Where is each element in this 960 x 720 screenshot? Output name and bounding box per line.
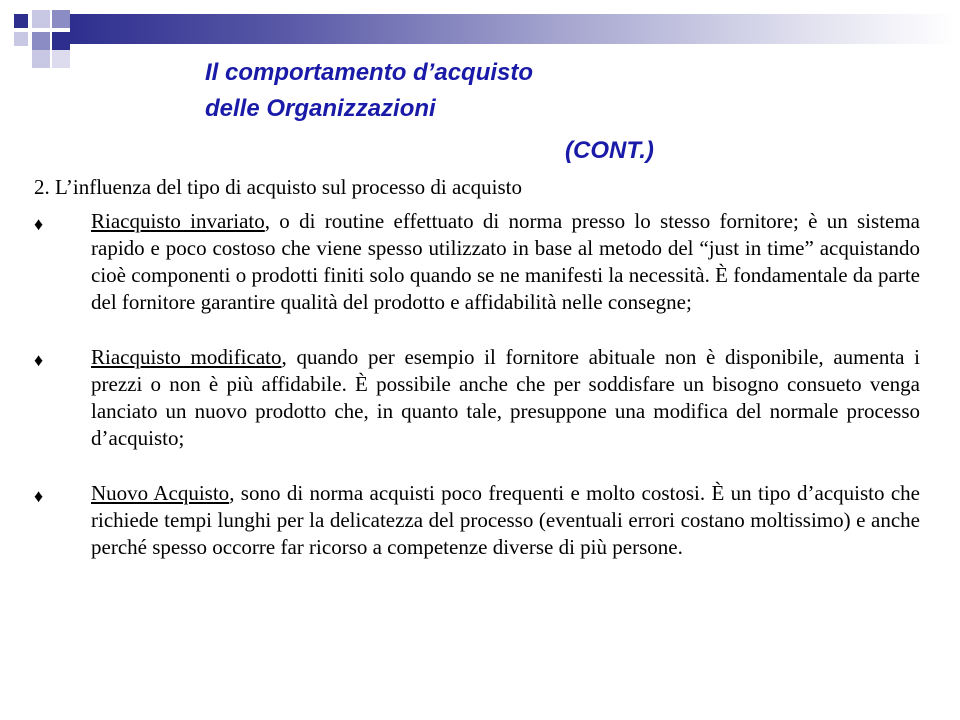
diamond-bullet-icon: ♦ [34, 486, 44, 506]
bullet-body: , o di routine effettuato di norma presso lo stesso fornitore; è un sistema rapido e poco costoso che viene spesso utilizzato in base al metodo del “just in time” acquistando cioè componenti o prodotti finiti solo quando se ne manifesti la necessità. È fondamentale da parte del fornitore garantire qualità del prodotto e affidabilità nelle consegne; [91, 209, 920, 314]
bullet-text [91, 344, 920, 452]
bullet-body: , quando per esempio il fornitore abituale non è disponibile, aumenta i prezzi o non è più affidabile. È possibile anche che per soddisfare un bisogno consueto venga lanciato un nuovo prodotto che, in quanto tale, presuppone una modifica del normale processo d’acquisto; [91, 345, 921, 450]
corner-square-mid [32, 32, 50, 50]
title-line-2: delle Organizzazioni [205, 95, 436, 122]
bullet-text [91, 208, 920, 316]
bullet-term: Riacquisto invariato [91, 209, 265, 233]
corner-square-light [32, 50, 50, 68]
diamond-bullet-icon: ♦ [34, 214, 44, 234]
corner-square-mid [52, 10, 70, 28]
bullet-term: Nuovo Acquisto [91, 481, 230, 505]
corner-square-dark [52, 32, 70, 50]
corner-square-light [14, 32, 28, 46]
bullet-body: , sono di norma acquisti poco frequenti e molto costosi. È un tipo d’acquisto che richiede tempi lunghi per la delicatezza del processo (eventuali errori costano moltissimo) e anche perché spesso occorre far ricorso a competenze diverse di più persone. [91, 481, 920, 559]
slide-title [205, 55, 745, 169]
title-line-1: Il comportamento d’acquisto [205, 59, 534, 86]
section-heading: 2. L’influenza del tipo di acquisto sul processo di acquisto [34, 175, 522, 199]
bullet-item [34, 208, 920, 316]
corner-square-light [52, 50, 70, 68]
bullet-item [34, 344, 920, 452]
bullet-text [91, 480, 920, 561]
diamond-bullet-icon: ♦ [34, 350, 44, 370]
bullet-term: Riacquisto modificato [91, 345, 282, 369]
title-continued: (CONT.) [565, 137, 654, 164]
corner-square-dark [14, 14, 28, 28]
corner-square-light [32, 10, 50, 28]
header-gradient-bar [70, 14, 955, 44]
bullet-item [34, 480, 920, 561]
bullet-list [34, 208, 920, 561]
